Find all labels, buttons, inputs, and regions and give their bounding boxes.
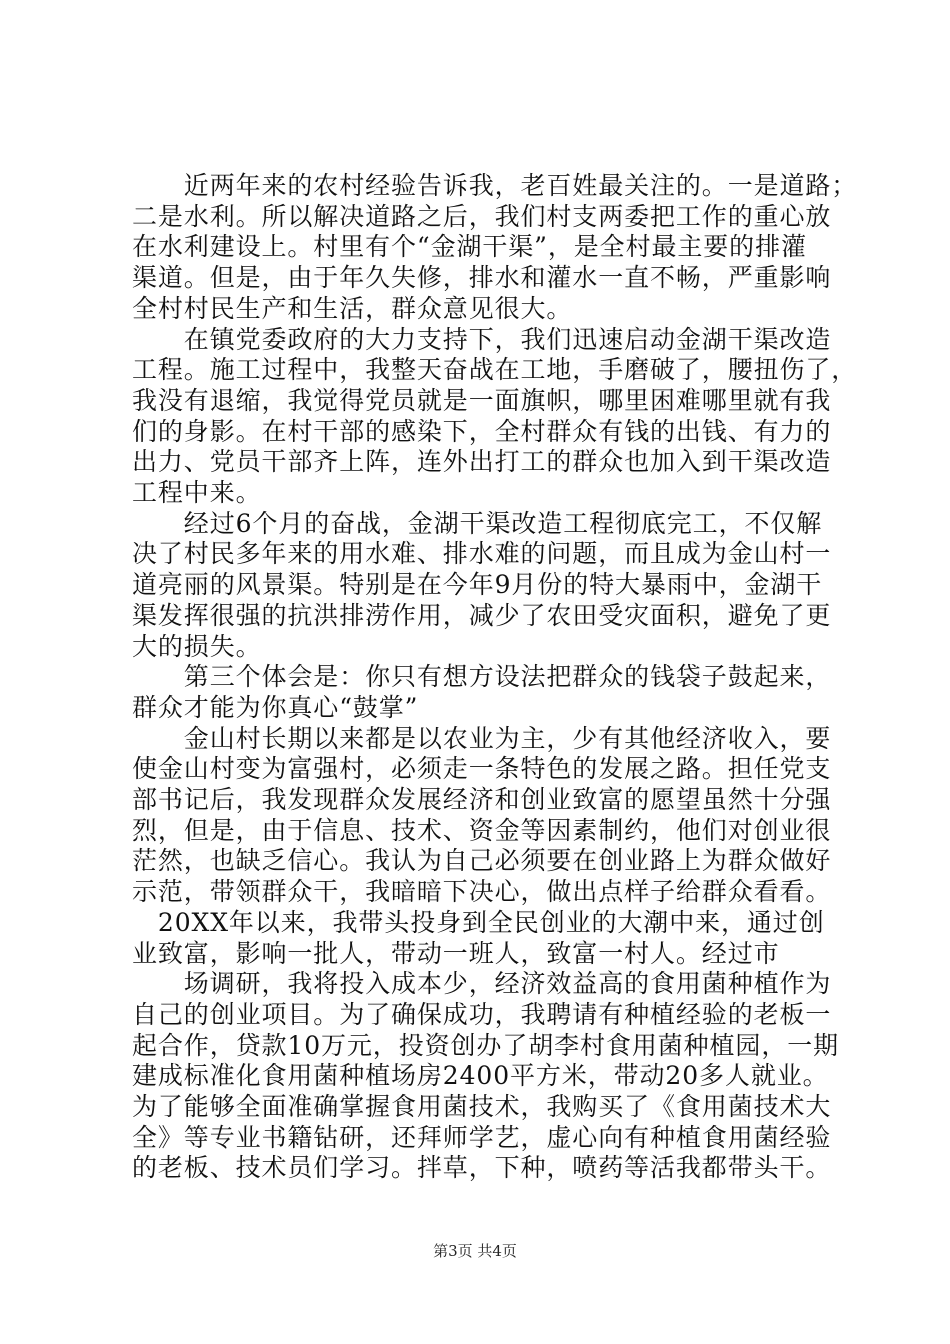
text-line: 工程。施工过程中，我整天奋战在工地，手磨破了，腰扭伤了， [132,355,858,385]
text-line: 为了能够全面准确掌握食用菌技术，我购买了《食用菌技术大 [132,1092,832,1121]
text-line: 起合作，贷款10万元，投资创办了胡李村食用菌种植园，一期 [132,1030,840,1060]
text-line: 道亮丽的风景渠。特别是在今年9月份的特大暴雨中，金湖干 [132,570,823,600]
text-line: 决了村民多年来的用水难、排水难的问题，而且成为金山村一 [132,539,832,569]
text-line: 渠发挥很强的抗洪排涝作用，减少了农田受灾面积，避免了更 [132,600,832,630]
text-line: 们的身影。在村干部的感染下，全村群众有钱的出钱、有力的 [132,416,832,446]
text-line: 20XX年以来，我带头投身到全民创业的大潮中来，通过创 [132,907,825,937]
text-line: 金山村长期以来都是以农业为主，少有其他经济收入，要 [132,723,832,753]
text-line: 经过6个月的奋战，金湖干渠改造工程彻底完工，不仅解 [132,508,823,538]
text-line: 工程中来。 [132,478,262,507]
text-line: 我没有退缩，我觉得党员就是一面旗帜，哪里困难哪里就有我 [132,385,832,415]
text-line: 二是水利。所以解决道路之后，我们村支两委把工作的重心放 [132,201,832,231]
text-line: 建成标准化食用菌种植场房2400平方米，带动20多人就业。 [132,1061,829,1091]
text-line: 群众才能为你真心“鼓掌” [132,692,419,722]
page-number-footer: 第3页 共4页 [433,1242,517,1260]
text-line: 渠道。但是，由于年久失修，排水和灌水一直不畅，严重影响 [132,263,832,293]
text-line: 全村村民生产和生活，群众意见很大。 [132,293,573,323]
text-line: 的老板、技术员们学习。拌草，下种，喷药等活我都带头干。 [132,1153,832,1183]
text-line: 在镇党委政府的大力支持下，我们迅速启动金湖干渠改造 [132,324,832,354]
text-line: 大的损失。 [132,631,262,661]
text-line: 第三个体会是：你只有想方设法把群众的钱袋子鼓起来， [132,662,832,692]
text-line: 在水利建设上。村里有个“金湖干渠”，是全村最主要的排灌 [132,232,807,262]
text-line: 全》等专业书籍钻研，还拜师学艺，虚心向有种植食用菌经验 [132,1122,832,1152]
text-line: 部书记后，我发现群众发展经济和创业致富的愿望虽然十分强 [132,785,832,814]
text-line: 近两年来的农村经验告诉我，老百姓最关注的。一是道路； [132,171,858,200]
text-line: 业致富，影响一批人，带动一班人，致富一村人。经过市 [132,938,780,968]
text-line: 出力、党员干部齐上阵，连外出打工的群众也加入到干渠改造 [132,447,832,477]
text-line: 茫然，也缺乏信心。我认为自己必须要在创业路上为群众做好 [132,846,832,876]
text-line: 自己的创业项目。为了确保成功，我聘请有种植经验的老板一 [132,999,832,1029]
text-line: 示范，带领群众干，我暗暗下决心，做出点样子给群众看看。 [132,877,832,907]
text-line: 场调研，我将投入成本少，经济效益高的食用菌种植作为 [132,969,832,999]
text-line: 使金山村变为富强村，必须走一条特色的发展之路。担任党支 [132,754,832,784]
text-line: 烈，但是，由于信息、技术、资金等因素制约，他们对创业很 [132,815,832,845]
